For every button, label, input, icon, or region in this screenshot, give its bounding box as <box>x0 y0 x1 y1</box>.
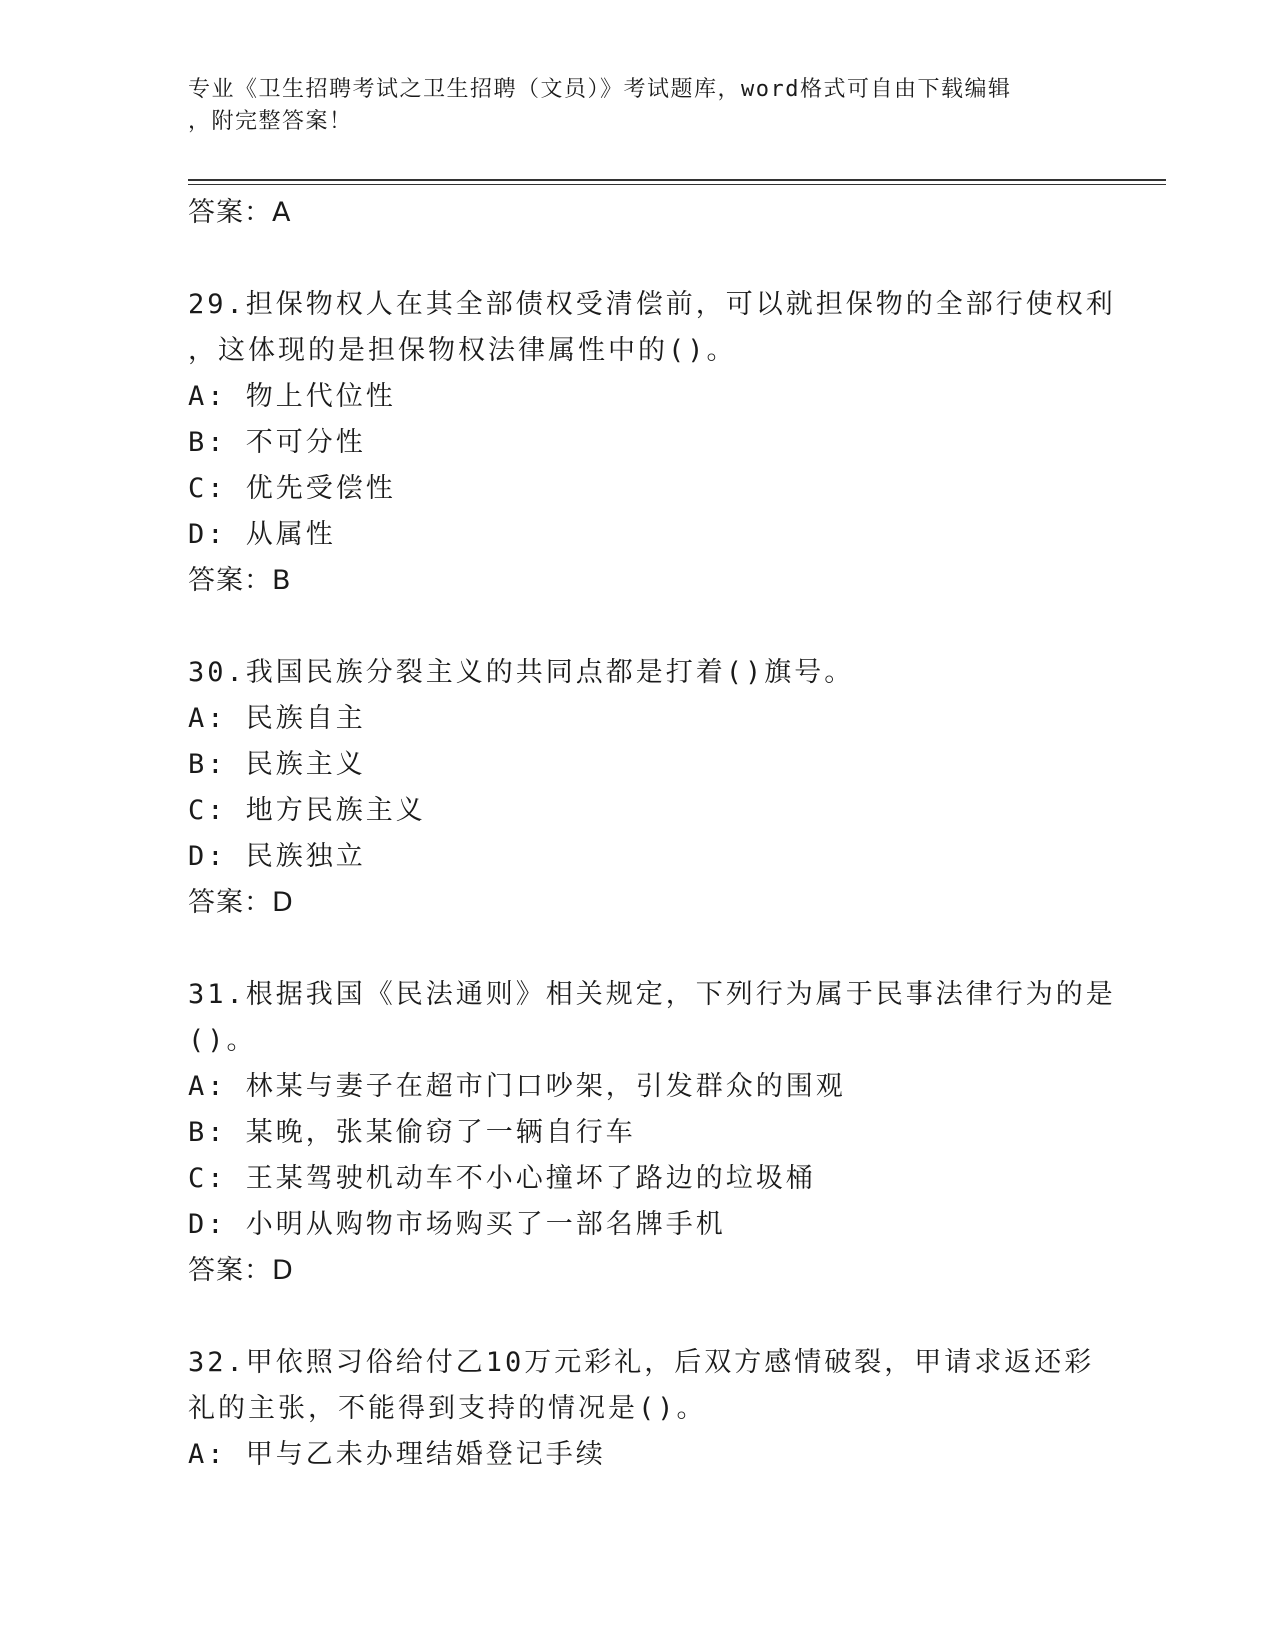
question-31 <box>188 972 1116 1294</box>
header-line-1: 专业《卫生招聘考试之卫生招聘（文员）》考试题库，word格式可自由下载编辑 <box>188 77 1012 102</box>
option-c: C: 王某驾驶机动车不小心撞坏了路边的垃圾桶 <box>188 1163 816 1194</box>
answer: 答案：D <box>188 887 294 918</box>
option-c: C: 优先受偿性 <box>188 473 396 504</box>
option-d: D: 小明从购物市场购买了一部名牌手机 <box>188 1209 726 1240</box>
question-text: 礼的主张，不能得到支持的情况是()。 <box>188 1393 707 1424</box>
question-30 <box>188 650 1088 926</box>
answer-prev: 答案：A <box>188 197 292 228</box>
question-text: 31.根据我国《民法通则》相关规定，下列行为属于民事法律行为的是 <box>188 979 1116 1010</box>
document-header <box>188 74 1078 138</box>
answer: 答案：D <box>188 1255 294 1286</box>
header-line-2: ，附完整答案！ <box>188 109 353 134</box>
option-d: D: 民族独立 <box>188 841 366 872</box>
option-c: C: 地方民族主义 <box>188 795 426 826</box>
header-divider-thick <box>188 179 1166 181</box>
option-a: A: 甲与乙未办理结婚登记手续 <box>188 1439 606 1470</box>
document-body <box>188 190 1116 1478</box>
question-32 <box>188 1340 1095 1478</box>
option-d: D: 从属性 <box>188 519 336 550</box>
option-a: A: 林某与妻子在超市门口吵架，引发群众的围观 <box>188 1071 846 1102</box>
question-29 <box>188 282 1116 604</box>
option-b: B: 不可分性 <box>188 427 366 458</box>
header-divider-thin <box>188 184 1166 185</box>
question-text: 30.我国民族分裂主义的共同点都是打着()旗号。 <box>188 657 855 688</box>
answer: 答案：B <box>188 565 292 596</box>
option-b: B: 民族主义 <box>188 749 366 780</box>
option-a: A: 物上代位性 <box>188 381 396 412</box>
question-text: 32.甲依照习俗给付乙10万元彩礼，后双方感情破裂，甲请求返还彩 <box>188 1347 1095 1378</box>
option-a: A: 民族自主 <box>188 703 366 734</box>
question-text: 29.担保物权人在其全部债权受清偿前，可以就担保物的全部行使权利 <box>188 289 1116 320</box>
option-b: B: 某晚，张某偷窃了一辆自行车 <box>188 1117 636 1148</box>
question-text: ()。 <box>188 1025 257 1056</box>
question-text: ，这体现的是担保物权法律属性中的()。 <box>188 335 737 366</box>
